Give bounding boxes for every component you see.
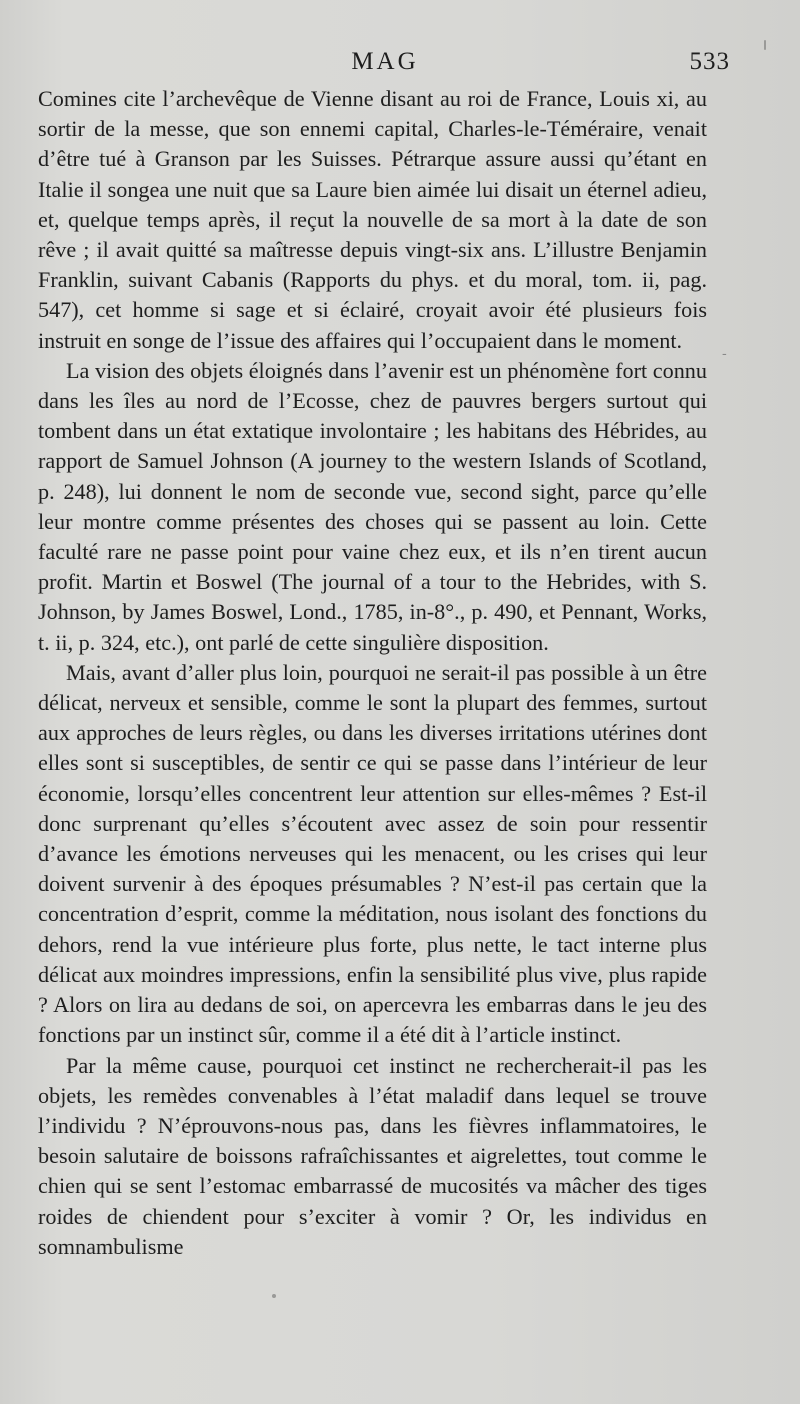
paper-spot [764, 40, 766, 50]
page-header [40, 48, 730, 78]
paper-spot [272, 1294, 276, 1298]
body-text [38, 84, 707, 1262]
paragraph-second-sight: La vision des objets éloignés dans l’avenir est un phénomène fort connu dans les îles au nord de l’Ecosse, chez de pauvres bergers surtout qui tombent dans un état extatique involontaire ; les habitans des Hébrides, au rapport de Samuel Johnson (A journey to the western Islands of Scotland, p. 248), lui donnent le nom de seconde vue, second sight, parce qu’elle leur montre comme présentes des choses qui se passent au loin. Cette faculté rare ne passe point pour vaine chez eux, et ils n’en tirent aucun profit. Martin et Boswel (The journal of a tour to the Hebrides, with S. Johnson, by James Boswel, Lond., 1785, in-8°., p. 490, et Pennant, Works, t. ii, p. 324, etc.), ont parlé de cette singulière disposition. [38, 357, 707, 655]
paragraph-instinct-remedies: Par la même cause, pourquoi cet instinct ne rechercherait-il pas les objets, les remèdes convenables à l’état maladif dans lequel se trouve l’individu ? N’éprouvons-nous pas, dans les fièvres inflammatoires, le besoin salutaire de boissons rafraîchissantes et aigrelettes, tout comme le chien qui se sent l’estomac embarrassé de mucosités va mâcher des tiges roides de chiendent pour s’exciter à vomir ? Or, les individus en somnambulisme [38, 1052, 707, 1259]
paragraph-women-sensibility: Mais, avant d’aller plus loin, pourquoi ne serait-il pas possible à un être délicat, nerveux et sensible, comme le sont la plupart des femmes, surtout aux approches de leurs règles, ou dans les diverses irritations utérines dont elles sont si susceptibles, de sentir ce qui se passe dans l’intérieur de leur économie, lorsqu’elles concentrent leur attention sur elles-mêmes ? Est-il donc surprenant qu’elles s’écoutent avec assez de soin pour ressentir d’avance les émotions nerveuses qui les menacent, ou les crises qui leur doivent survenir à des époques présumables ? N’est-il pas certain que la concentration d’esprit, comme la méditation, nous isolant des fonctions du dehors, rend la vue intérieure plus forte, plus nette, le tact interne plus délicat aux moindres impressions, enfin la sensibilité plus vive, plus rapide ? Alors on lira au dedans de soi, on apercevra les embarras dans le jeu des fonctions par un instinct sûr, comme il a été dit à l’article instinct. [38, 659, 707, 1048]
margin-dash-mark: - [722, 346, 727, 362]
running-title: MAG [351, 48, 419, 75]
paragraph-franklin-dreams: Comines cite l’archevêque de Vienne disant au roi de France, Louis xi, au sortir de la messe, que son ennemi capital, Charles-le-Téméraire, venait d’être tué à Granson par les Suisses. Pétrarque assure aussi qu’étant en Italie il songea une nuit que sa Laure bien aimée lui disait un éternel adieu, et, quelque temps après, il reçut la nouvelle de sa mort à la date de son rêve ; il avait quitté sa maîtresse depuis vingt-six ans. L’illustre Benjamin Franklin, suivant Cabanis (Rapports du phys. et du moral, tom. ii, pag. 547), cet homme si sage et si éclairé, croyait avoir été plusieurs fois instruit en songe de l’issue des affaires qui l’occupaient dans le moment. [38, 86, 707, 353]
page-number: 533 [689, 48, 730, 75]
